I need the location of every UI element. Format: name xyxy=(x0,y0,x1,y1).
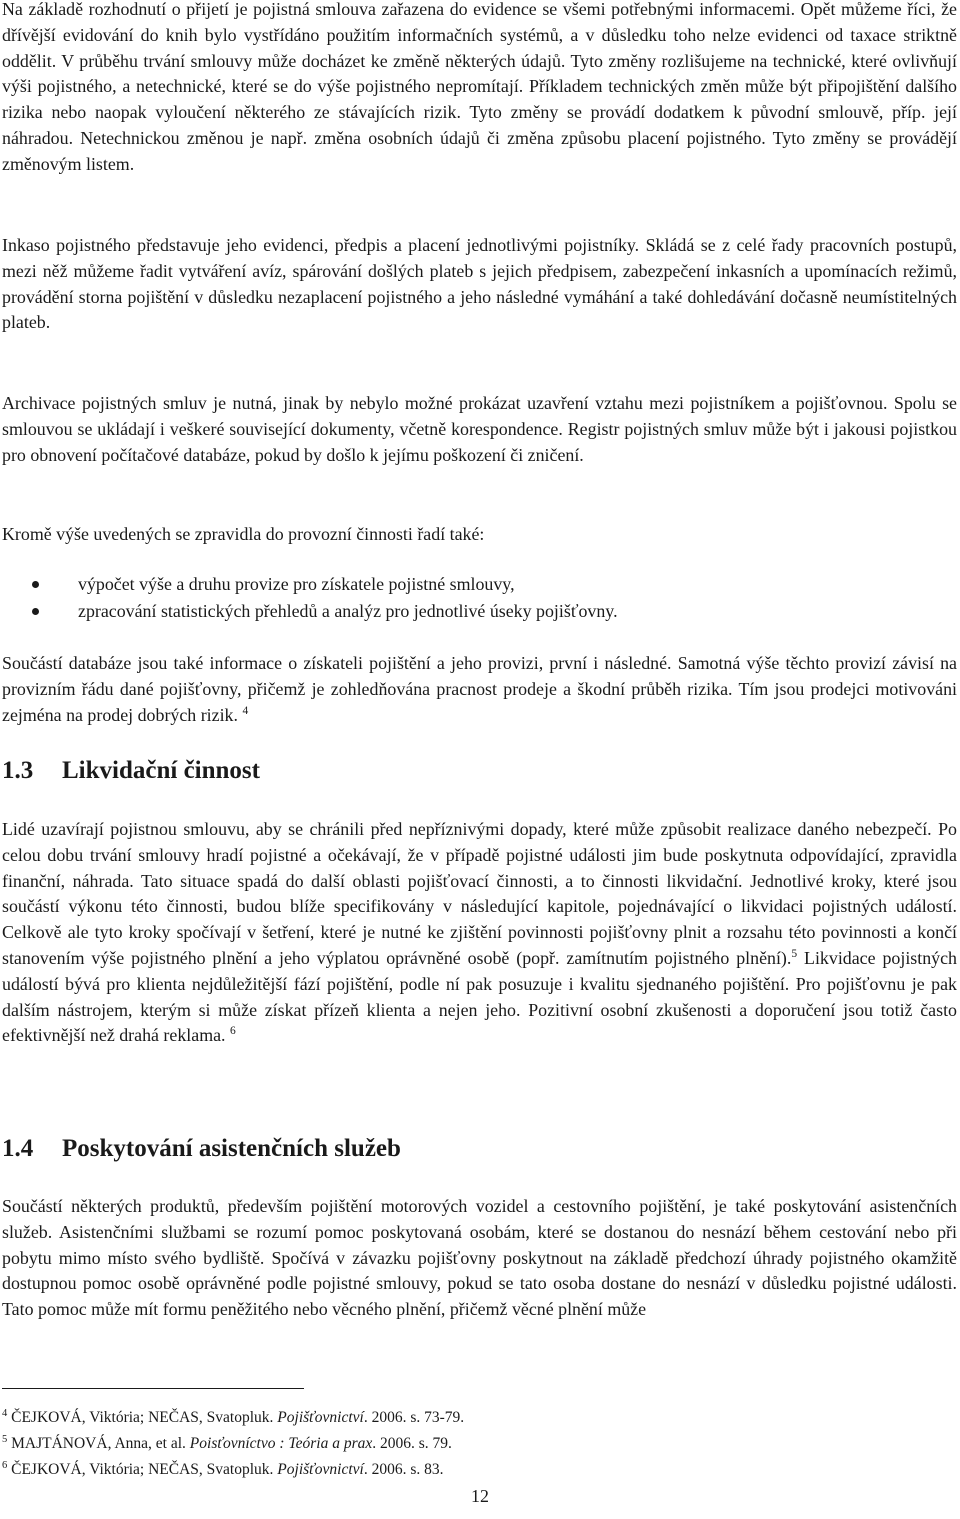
footnote-author: ČEJKOVÁ, Viktória; NEČAS, Svatopluk. xyxy=(11,1461,278,1478)
section-number: 1.3 xyxy=(2,757,34,784)
footnote-rest: . 2006. s. 83. xyxy=(363,1461,444,1478)
paragraph-likvidace xyxy=(2,817,957,1049)
paragraph-text: Lidé uzavírají pojistnou smlouvu, aby se chránili před nepříznivými dopady, které může způsobit realizace daného nebezpečí. Po celou dobu trvání smlouvy hradí pojistné a očekávají, že v případě pojistné události jim bude poskytnuta odpovídající, zpravidla finanční, náhrada. Tato situace spadá do další oblasti pojišťovací činnosti, a to činnosti likvidační. Jednotlivé kroky, které jsou součástí výkonu této činnosti, budou blíže specifikovány v následující kapitole, pojednávající o likvidaci pojistných událostí. Celkově ale tyto kroky spočívají v šetření, které je nutné ke zjištění povinnosti pojišťovny plnit a rozsahu této povinnosti a končí stanovením výše pojistného plnění a jeho výplatou oprávněné osobě (popř. zamítnutím pojistného plnění). xyxy=(2,819,957,968)
footnote xyxy=(2,1431,957,1457)
paragraph-evidence: Na základě rozhodnutí o přijetí je pojistná smlouva zařazena do evidence se všemi potřebnými informacemi. Opět můžeme říci, že dřívější evidování do knih bylo vystřídáno použitím informačních systémů, a v důsledku toho nelze evidenci od taxace striktně oddělit. V průběhu trvání smlouvy může docházet ke změně některých údajů. Tyto změny rozlišujeme na technické, které ovlivňují výši pojistného, a netechnické, které se do výše pojistného nepromítají. Příkladem technických změn může být připojištění dalšího rizika nebo naopak vyloučení některého ze stávajících rizik. Tyto změny se provádí dodatkem k původní smlouvě, příp. její náhradou. Netechnickou změnou je např. změna osobních údajů či změna způsobu placení pojistného. Tyto změny se provádějí změnovým listem. xyxy=(2,0,957,174)
section-title: Likvidační činnost xyxy=(62,757,260,784)
paragraph-text: Součástí databáze jsou také informace o získateli pojištění a jeho provizi, první i následné. Samotná výše těchto provizí závisí na provizním řádu dané pojišťovny, přičemž je zohledňována pracnost prodeje a škodní průběh rizika. Tím jsou prodejci motivováni zejména na prodej dobrých rizik. xyxy=(2,653,957,725)
footnote-ref[interactable]: 4 xyxy=(242,704,249,717)
paragraph-asistence: Součástí některých produktů, především pojištění motorových vozidel a cestovního pojištění, je také poskytování asistenčních služeb. Asistenčními službami se rozumí pomoc poskytovaná osobám, které se dostanou do nesnází během cestování nebo při pobytu mimo místo svého bydliště. Spočívá v závazku pojišťovny poskytnout na základě předchozí úhrady pojistného okamžitě dostupnou pomoc osobě oprávněné podle pojistné smlouvy, pokud se tato osoba dostane do nesnází v důsledku pojistné události. Tato pomoc může mít formu peněžitého nebo věcného plnění, přičemž věcné plnění může xyxy=(2,1196,957,1320)
list-item-text: výpočet výše a druhu provize pro získatele pojistné smlouvy, xyxy=(78,574,515,594)
paragraph-text: Likvidace pojistných událostí bývá pro klienta nejdůležitější fází pojištění, podle ní pak posuzuje i kvalitu sjednaného pojištění. Pro pojišťovnu je pak dalším nástrojem, kterým si může získat přízeň klienta a nejen jeho. Pozitivní osobní zkušenosti a doporučení jsou totiž často efektivnější než drahá reklama. xyxy=(2,947,957,1046)
footnote-author: MAJTÁNOVÁ, Anna, et al. xyxy=(11,1435,190,1452)
footnotes xyxy=(2,1405,957,1483)
list-item xyxy=(0,598,955,625)
footnote-rest: . 2006. s. 79. xyxy=(372,1435,452,1452)
footnote-title: Pojišťovnictví xyxy=(277,1461,364,1478)
footnote-author: ČEJKOVÁ, Viktória; NEČAS, Svatopluk. xyxy=(11,1409,278,1426)
footnote-number: 4 xyxy=(2,1407,8,1419)
bullet-list xyxy=(0,571,955,625)
section-heading-asistencni-sluzby xyxy=(2,1134,401,1164)
footnote-rest: . 2006. s. 73-79. xyxy=(363,1409,465,1426)
list-item-text: zpracování statistických přehledů a analýz pro jednotlivé úseky pojišťovny. xyxy=(78,601,618,621)
section-heading-likvidacni-cinnost xyxy=(2,756,260,786)
footnote xyxy=(2,1457,957,1483)
bullet-icon xyxy=(32,608,39,615)
paragraph-inkaso: Inkaso pojistného představuje jeho evidenci, předpis a placení jednotlivými pojistníky. Skládá se z celé řady pracovních postupů, mezi něž můžeme řadit vytváření avíz, spárování došlých plateb s jejich předpisem, zabezpečení inkasních a upomínacích režimů, provádění storna pojištění v důsledku nezaplacení pojistného a jeho následné vymáhání a také dohledávání dočasně neumístitelných plateb. xyxy=(2,235,957,333)
footnote-number: 5 xyxy=(2,1433,8,1445)
paragraph-provozni-cinnost-intro: Kromě výše uvedených se zpravidla do provozní činnosti řadí také: xyxy=(2,524,485,544)
footnote-ref[interactable]: 5 xyxy=(791,948,798,961)
paragraph-archivace: Archivace pojistných smluv je nutná, jinak by nebylo možné prokázat uzavření vztahu mezi pojistníkem a pojišťovnou. Spolu se smlouvou se ukládají i veškeré související dokumenty, včetně korespondence. Registr pojistných smluv může být i jakousi pojistkou pro obnovení počítačové databáze, pokud by došlo k jejímu poškození či zničení. xyxy=(2,393,957,465)
section-number: 1.4 xyxy=(2,1135,34,1162)
section-title: Poskytování asistenčních služeb xyxy=(62,1135,401,1162)
page-number: 12 xyxy=(471,1486,489,1506)
list-item xyxy=(0,571,955,598)
footnote-number: 6 xyxy=(2,1459,8,1471)
footnote-title: Poisťovníctvo : Teória a prax xyxy=(189,1435,373,1452)
bullet-icon xyxy=(32,581,39,588)
paragraph-provize xyxy=(2,651,957,728)
footnote xyxy=(2,1405,957,1431)
footnote-ref[interactable]: 6 xyxy=(230,1025,236,1038)
footnote-separator xyxy=(2,1388,304,1389)
footnote-title: Pojišťovnictví xyxy=(277,1409,364,1426)
